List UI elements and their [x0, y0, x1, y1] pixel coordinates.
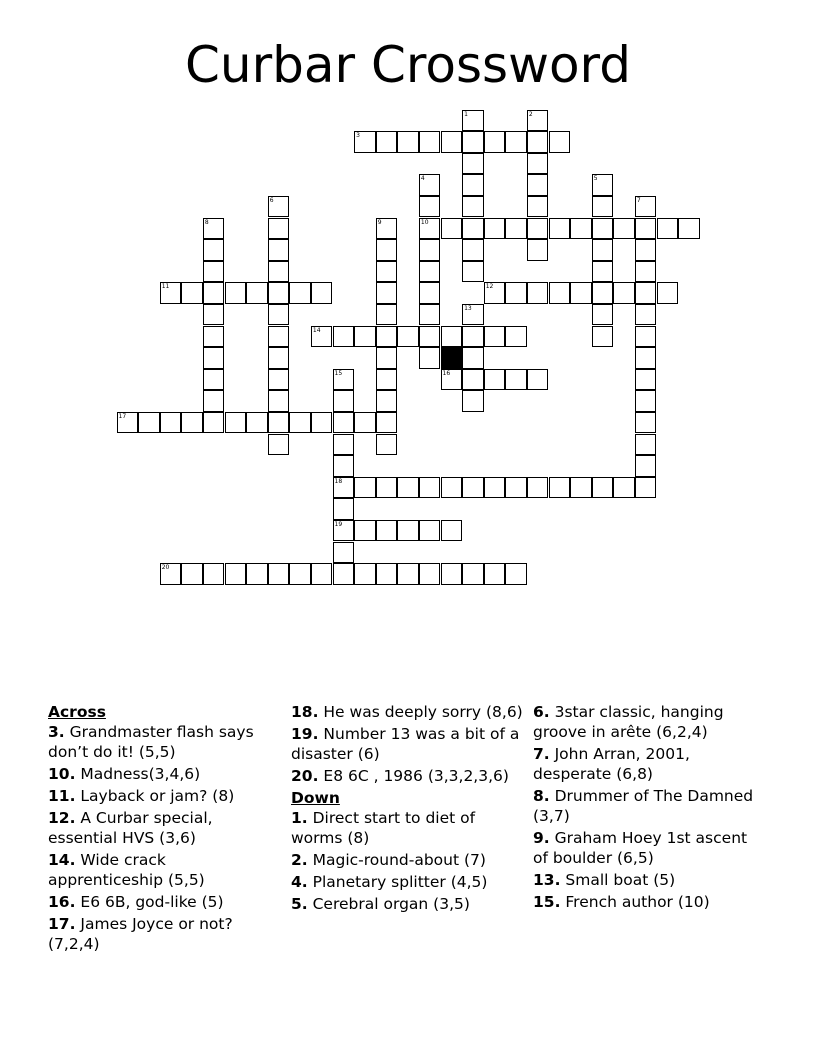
- grid-cell[interactable]: [441, 131, 463, 153]
- grid-cell[interactable]: [333, 563, 355, 585]
- grid-cell[interactable]: [419, 563, 441, 585]
- clue-number: 3.: [48, 723, 65, 741]
- grid-cell[interactable]: [376, 304, 398, 326]
- grid-cell[interactable]: [462, 369, 484, 391]
- grid-cell[interactable]: [462, 239, 484, 261]
- grid-cell[interactable]: [333, 369, 355, 391]
- cell-number: 3: [356, 132, 360, 140]
- grid-cell[interactable]: [268, 304, 290, 326]
- grid-cell[interactable]: [635, 326, 657, 348]
- grid-cell[interactable]: [570, 477, 592, 499]
- grid-cell[interactable]: [441, 520, 463, 542]
- grid-cell[interactable]: [505, 282, 527, 304]
- grid-cell[interactable]: [419, 282, 441, 304]
- grid-cell[interactable]: [268, 434, 290, 456]
- grid-cell[interactable]: [203, 326, 225, 348]
- clue: [291, 808, 523, 848]
- grid-cell[interactable]: [397, 477, 419, 499]
- grid-cell[interactable]: [462, 390, 484, 412]
- grid-cell[interactable]: [570, 218, 592, 240]
- grid-cell[interactable]: [397, 131, 419, 153]
- grid-cell[interactable]: [484, 282, 506, 304]
- clue-text: Direct start to diet of worms (8): [291, 809, 476, 847]
- grid-cell[interactable]: [462, 347, 484, 369]
- clue-text: John Arran, 2001, desperate (6,8): [533, 745, 690, 783]
- grid-cell[interactable]: [527, 131, 549, 153]
- grid-cell[interactable]: [635, 304, 657, 326]
- grid-cell[interactable]: [354, 477, 376, 499]
- grid-cell[interactable]: [635, 369, 657, 391]
- clue-number: 2.: [291, 851, 308, 869]
- clue: [48, 722, 280, 762]
- grid-cell[interactable]: [376, 412, 398, 434]
- grid-cell[interactable]: [333, 390, 355, 412]
- grid-cell[interactable]: [484, 563, 506, 585]
- grid-cell[interactable]: [268, 390, 290, 412]
- grid-cell[interactable]: [441, 218, 463, 240]
- clue: [533, 744, 765, 784]
- clue-text: Drummer of The Damned (3,7): [533, 787, 754, 825]
- grid-cell[interactable]: [203, 369, 225, 391]
- clue-number: 11.: [48, 787, 76, 805]
- grid-cell[interactable]: [354, 563, 376, 585]
- grid-cell[interactable]: [657, 218, 679, 240]
- clue-number: 5.: [291, 895, 308, 913]
- grid-cell[interactable]: [181, 282, 203, 304]
- clue-number: 8.: [533, 787, 550, 805]
- grid-cell[interactable]: [592, 261, 614, 283]
- grid-cell[interactable]: [311, 326, 333, 348]
- grid-cell[interactable]: [635, 261, 657, 283]
- grid-cell[interactable]: [289, 282, 311, 304]
- clue: [48, 786, 280, 806]
- grid-cell[interactable]: [333, 455, 355, 477]
- grid-cell[interactable]: [160, 563, 182, 585]
- grid-cell[interactable]: [225, 412, 247, 434]
- grid-cell[interactable]: [441, 326, 463, 348]
- clue-text: Planetary splitter (4,5): [307, 873, 488, 891]
- cell-number: 8: [204, 218, 209, 226]
- grid-cell[interactable]: [333, 520, 355, 542]
- grid-cell[interactable]: [268, 218, 290, 240]
- grid-cell[interactable]: [613, 282, 635, 304]
- grid-cell[interactable]: [441, 369, 463, 391]
- grid-cell[interactable]: [225, 563, 247, 585]
- black-cell: [441, 347, 463, 369]
- clue-column-1: [48, 702, 280, 956]
- grid-cell[interactable]: [268, 282, 290, 304]
- grid-cell[interactable]: [354, 520, 376, 542]
- clue-text: James Joyce or not? (7,2,4): [48, 915, 233, 953]
- grid-cell[interactable]: [268, 239, 290, 261]
- grid-cell[interactable]: [635, 196, 657, 218]
- grid-cell[interactable]: [376, 520, 398, 542]
- grid-cell[interactable]: [635, 218, 657, 240]
- grid-cell[interactable]: [419, 174, 441, 196]
- clue: [533, 828, 765, 868]
- cell-number: 14: [312, 326, 321, 334]
- cell-number: 5: [593, 175, 598, 183]
- cell-number: 6: [269, 196, 274, 204]
- grid-cell[interactable]: [462, 326, 484, 348]
- grid-cell[interactable]: [484, 326, 506, 348]
- clue-number: 20.: [291, 767, 319, 785]
- grid-cell[interactable]: [484, 131, 506, 153]
- cell-number: 18: [334, 477, 343, 485]
- grid-cell[interactable]: [376, 218, 398, 240]
- grid-cell[interactable]: [289, 563, 311, 585]
- grid-cell[interactable]: [527, 282, 549, 304]
- clue-number: 10.: [48, 765, 76, 783]
- grid-cell[interactable]: [462, 196, 484, 218]
- grid-cell[interactable]: [441, 563, 463, 585]
- grid-cell[interactable]: [635, 282, 657, 304]
- clue-text: French author (10): [560, 893, 710, 911]
- clue: [48, 914, 280, 954]
- grid-cell[interactable]: [419, 520, 441, 542]
- cell-number: 12: [485, 283, 494, 291]
- grid-cell[interactable]: [678, 218, 700, 240]
- clue: [291, 702, 523, 722]
- grid-cell[interactable]: [203, 412, 225, 434]
- grid-cell[interactable]: [203, 261, 225, 283]
- grid-cell[interactable]: [376, 369, 398, 391]
- grid-cell[interactable]: [527, 477, 549, 499]
- grid-cell[interactable]: [397, 326, 419, 348]
- grid-cell[interactable]: [527, 196, 549, 218]
- cell-number: 1: [464, 110, 468, 118]
- grid-cell[interactable]: [181, 563, 203, 585]
- grid-cell[interactable]: [376, 563, 398, 585]
- grid-cell[interactable]: [462, 563, 484, 585]
- grid-cell[interactable]: [592, 174, 614, 196]
- cell-number: 17: [118, 412, 127, 420]
- grid-cell[interactable]: [268, 196, 290, 218]
- grid-cell[interactable]: [549, 131, 571, 153]
- grid-cell[interactable]: [462, 304, 484, 326]
- grid-cell[interactable]: [311, 282, 333, 304]
- clue-text: Magic-round-about (7): [307, 851, 486, 869]
- clue-text: E8 6C , 1986 (3,3,2,3,6): [318, 767, 509, 785]
- grid-cell[interactable]: [419, 218, 441, 240]
- grid-cell[interactable]: [246, 282, 268, 304]
- grid-cell[interactable]: [635, 455, 657, 477]
- grid-cell[interactable]: [333, 434, 355, 456]
- grid-cell[interactable]: [549, 218, 571, 240]
- grid-cell[interactable]: [484, 218, 506, 240]
- cell-number: 19: [334, 520, 343, 528]
- grid-cell[interactable]: [505, 563, 527, 585]
- grid-cell[interactable]: [376, 434, 398, 456]
- grid-cell[interactable]: [160, 412, 182, 434]
- grid-cell[interactable]: [397, 563, 419, 585]
- grid-cell[interactable]: [268, 412, 290, 434]
- grid-cell[interactable]: [333, 477, 355, 499]
- clue-text: E6 6B, god-like (5): [75, 893, 224, 911]
- grid-cell[interactable]: [268, 369, 290, 391]
- grid-cell[interactable]: [592, 282, 614, 304]
- grid-cell[interactable]: [527, 369, 549, 391]
- grid-cell[interactable]: [203, 390, 225, 412]
- cell-number: 16: [442, 369, 451, 377]
- grid-cell[interactable]: [268, 563, 290, 585]
- grid-cell[interactable]: [117, 412, 139, 434]
- grid-cell[interactable]: [225, 282, 247, 304]
- grid-cell[interactable]: [203, 304, 225, 326]
- down-heading: Down: [291, 789, 340, 807]
- clue-number: 14.: [48, 851, 76, 869]
- grid-cell[interactable]: [462, 218, 484, 240]
- grid-cell[interactable]: [592, 304, 614, 326]
- clue-number: 1.: [291, 809, 308, 827]
- clue-number: 6.: [533, 703, 550, 721]
- clue: [48, 808, 280, 848]
- grid-cell[interactable]: [657, 282, 679, 304]
- grid-cell[interactable]: [376, 131, 398, 153]
- grid-cell[interactable]: [635, 477, 657, 499]
- grid-cell[interactable]: [246, 563, 268, 585]
- grid-cell[interactable]: [527, 110, 549, 132]
- grid-cell[interactable]: [505, 369, 527, 391]
- grid-cell[interactable]: [592, 218, 614, 240]
- grid-cell[interactable]: [505, 326, 527, 348]
- grid-cell[interactable]: [376, 282, 398, 304]
- grid-cell[interactable]: [635, 347, 657, 369]
- grid-cell[interactable]: [462, 153, 484, 175]
- grid-cell[interactable]: [570, 282, 592, 304]
- grid-cell[interactable]: [311, 563, 333, 585]
- clue-text: Grandmaster flash says don’t do it! (5,5): [48, 723, 254, 761]
- page-title: Curbar Crossword: [185, 36, 631, 94]
- clue: [533, 892, 765, 912]
- clue-number: 16.: [48, 893, 76, 911]
- grid-cell[interactable]: [527, 239, 549, 261]
- grid-cell[interactable]: [376, 239, 398, 261]
- clue: [291, 766, 523, 786]
- grid-cell[interactable]: [376, 390, 398, 412]
- grid-cell[interactable]: [441, 477, 463, 499]
- clue-number: 17.: [48, 915, 76, 933]
- grid-cell[interactable]: [246, 412, 268, 434]
- cell-number: 2: [528, 110, 533, 118]
- grid-cell[interactable]: [592, 326, 614, 348]
- clue-number: 13.: [533, 871, 561, 889]
- grid-cell[interactable]: [376, 326, 398, 348]
- grid-cell[interactable]: [592, 477, 614, 499]
- clue-number: 15.: [533, 893, 561, 911]
- grid-cell[interactable]: [419, 261, 441, 283]
- grid-cell[interactable]: [419, 196, 441, 218]
- clue: [533, 870, 765, 890]
- grid-cell[interactable]: [462, 174, 484, 196]
- grid-cell[interactable]: [203, 347, 225, 369]
- grid-cell[interactable]: [505, 477, 527, 499]
- grid-cell[interactable]: [419, 347, 441, 369]
- clue-text: Madness(3,4,6): [75, 765, 201, 783]
- grid-cell[interactable]: [484, 369, 506, 391]
- grid-cell[interactable]: [462, 261, 484, 283]
- clue-text: A Curbar special, essential HVS (3,6): [48, 809, 213, 847]
- clue-number: 9.: [533, 829, 550, 847]
- clue: [533, 702, 765, 742]
- grid-cell[interactable]: [549, 477, 571, 499]
- cell-number: 4: [420, 175, 425, 183]
- grid-cell[interactable]: [635, 412, 657, 434]
- grid-cell[interactable]: [203, 239, 225, 261]
- grid-cell[interactable]: [268, 261, 290, 283]
- grid-cell[interactable]: [635, 434, 657, 456]
- grid-cell[interactable]: [613, 218, 635, 240]
- grid-cell[interactable]: [527, 174, 549, 196]
- grid-cell[interactable]: [354, 326, 376, 348]
- grid-cell[interactable]: [203, 282, 225, 304]
- grid-cell[interactable]: [397, 520, 419, 542]
- grid-cell[interactable]: [505, 131, 527, 153]
- grid-cell[interactable]: [333, 498, 355, 520]
- clue-text: Graham Hoey 1st ascent of boulder (6,5): [533, 829, 748, 867]
- grid-cell[interactable]: [354, 412, 376, 434]
- grid-cell[interactable]: [203, 563, 225, 585]
- clue-column-3: [533, 702, 765, 914]
- clue: [291, 872, 523, 892]
- clue-text: Small boat (5): [560, 871, 676, 889]
- cell-number: 11: [161, 283, 170, 291]
- cell-number: 13: [464, 304, 472, 312]
- cell-number: 20: [161, 564, 170, 572]
- across-heading: Across: [48, 703, 106, 721]
- grid-cell[interactable]: [419, 326, 441, 348]
- clue-number: 4.: [291, 873, 308, 891]
- grid-cell[interactable]: [333, 326, 355, 348]
- grid-cell[interactable]: [138, 412, 160, 434]
- grid-cell[interactable]: [203, 218, 225, 240]
- clue-text: 3star classic, hanging groove in arête (6,2,4): [533, 703, 724, 741]
- grid-cell[interactable]: [592, 239, 614, 261]
- grid-cell[interactable]: [462, 131, 484, 153]
- grid-cell[interactable]: [333, 542, 355, 564]
- grid-cell[interactable]: [376, 477, 398, 499]
- cell-number: 7: [636, 196, 641, 204]
- grid-cell[interactable]: [635, 390, 657, 412]
- grid-cell[interactable]: [354, 131, 376, 153]
- grid-cell[interactable]: [333, 412, 355, 434]
- grid-cell[interactable]: [419, 131, 441, 153]
- clue: [291, 850, 523, 870]
- clue: [48, 764, 280, 784]
- grid-cell[interactable]: [181, 412, 203, 434]
- grid-cell[interactable]: [462, 110, 484, 132]
- grid-cell[interactable]: [505, 218, 527, 240]
- grid-cell[interactable]: [462, 477, 484, 499]
- grid-cell[interactable]: [160, 282, 182, 304]
- cell-number: 15: [334, 369, 343, 377]
- grid-cell[interactable]: [268, 347, 290, 369]
- grid-cell[interactable]: [484, 477, 506, 499]
- grid-cell[interactable]: [592, 196, 614, 218]
- grid-cell[interactable]: [419, 239, 441, 261]
- clue: [48, 850, 280, 890]
- clue-text: He was deeply sorry (8,6): [318, 703, 523, 721]
- grid-cell[interactable]: [268, 326, 290, 348]
- clue-number: 7.: [533, 745, 550, 763]
- clue-column-2: [291, 702, 523, 916]
- grid-cell[interactable]: [419, 477, 441, 499]
- clue-text: Number 13 was a bit of a disaster (6): [291, 725, 520, 763]
- grid-cell[interactable]: [289, 412, 311, 434]
- grid-cell[interactable]: [635, 239, 657, 261]
- clue-number: 19.: [291, 725, 319, 743]
- grid-cell[interactable]: [311, 412, 333, 434]
- clue-number: 12.: [48, 809, 76, 827]
- clue: [533, 786, 765, 826]
- clue-text: Wide crack apprenticeship (5,5): [48, 851, 205, 889]
- clue-text: Cerebral organ (3,5): [307, 895, 470, 913]
- grid-cell[interactable]: [376, 347, 398, 369]
- grid-cell[interactable]: [376, 261, 398, 283]
- grid-cell[interactable]: [549, 282, 571, 304]
- cell-number: 10: [420, 218, 429, 226]
- clue: [48, 892, 280, 912]
- clue-number: 18.: [291, 703, 319, 721]
- cell-number: 9: [377, 218, 382, 226]
- grid-cell[interactable]: [527, 218, 549, 240]
- grid-cell[interactable]: [527, 153, 549, 175]
- grid-cell[interactable]: [613, 477, 635, 499]
- clue: [291, 724, 523, 764]
- grid-cell[interactable]: [419, 304, 441, 326]
- clue-text: Layback or jam? (8): [75, 787, 235, 805]
- clue: [291, 894, 523, 914]
